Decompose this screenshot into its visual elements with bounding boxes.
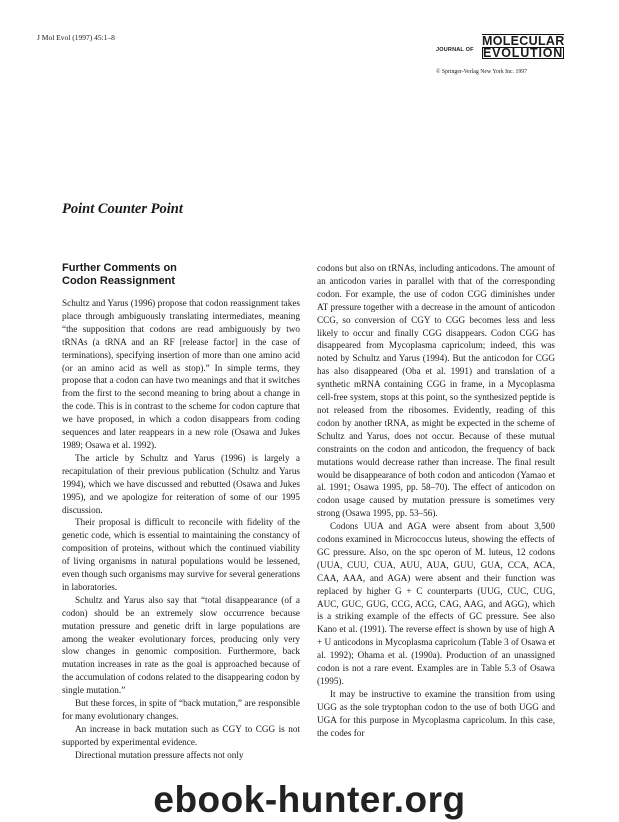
copyright-notice: © Springer-Verlag New York Inc. 1997: [436, 69, 528, 75]
logo-word-molecular: MOLECULAR: [482, 34, 565, 48]
paragraph: codons but also on tRNAs, including anticodons. The amount of an anticodon varies in parallel with that of the corresponding codon. For example, the use of codon CGG diminishes under AT pressure together with a decrease in the amount of anticodon CCG, so conversion of CGY to CGG becomes less and less likely to occur and finally CGG disappears. Codon CGG has disappeared from Mycoplasma capricolum; indeed, this was noted by Schultz and Yarus (1994). But the anticodon for CGG has also disappeared (Oba et al. 1991) and translation of a synthetic mRNA containing CGG in frame, in a Mycoplasma cell-free system, stops at this point, so the synthesized peptide is not released from the ribosomes. Evidently, reading of this codon by another tRNA, as might be expected in the scheme of Schultz and Yarus, does not occur. Because of these mutual constraints on the codon and anticodon, the frequency of back mutations would decrease rather than increase. The final result would be disappearance of both codon and anticodon (Yamao et al. 1991; Osawa 1995, pp. 58–70). The effect of anticodon on codon usage caused by mutation pressure is sometimes very strong (Osawa 1995, pp. 53–56).: [317, 263, 555, 519]
right-column: [317, 262, 555, 740]
section-title: Point Counter Point: [62, 201, 183, 217]
watermark: ebook-hunter.org: [153, 779, 466, 820]
paragraph: Schultz and Yarus also say that “total disappearance (of a codon) should be an extremely slow occurrence because mutation pressure and genetic drift in large populations are among the weaker evolutionary forces, producing only very slow changes in genomic composition. Furthermore, back mutation increases in rate as the goal is approached because of the accumulation of codons related to the disappearing codon by single mutation.”: [62, 594, 300, 696]
paragraph: Codons UUA and AGA were absent from about 3,500 codons examined in Micrococcus luteus, showing the effects of GC pressure. Also, on the spc operon of M. luteus, 12 codons (UUA, CUU, CUA, AUU, AUA, GUU, GUA, CCA, ACA, CAA, AAA, and AGA) were absent and their function was replaced by higher G + C counterparts (UUG, CUC, CUG, AUC, GUC, GUG, CCG, ACG, CAG, AAG, and AGG), which is a striking example of the effects of GC pressure. See also Kano et al. (1991). The reverse effect is shown by use of high A + U anticodons in Mycoplasma capricolum (Table 3 of Osawa et al. 1992); Ohama et al. (1990a). Production of an unassigned codon is not a rare event. Examples are in Table 5.3 of Osawa (1995).: [317, 521, 555, 686]
logo-word-evolution: EVOLUTION: [483, 46, 564, 60]
journal-logo: [436, 34, 584, 60]
paragraph: An increase in back mutation such as CGY to CGG is not supported by experimental evidence.: [62, 723, 300, 747]
article-title-line-2: Codon Reassignment: [62, 274, 176, 287]
paragraph: Directional mutation pressure affects not only: [75, 749, 244, 760]
paragraph: Schultz and Yarus (1996) propose that codon reassignment takes place through ambiguously translating intermediates, meaning “the supposition that codons are read ambiguously by two tRNAs (a tRNA and an RF [release factor] in the case of terminations), specifying insertion of more than one amino acid (or an amino acid as well as stop).” In simple terms, they propose that a codon can have two meanings and that it switches from the first to the second meaning to bring about a change in the code. This is in contrast to the scheme for codon capture that we have proposed, in which a codon disappears from coding sequences and later reappears in a new role (Osawa and Jukes 1989; Osawa et al. 1992).: [62, 298, 300, 450]
paragraph: But these forces, in spite of “back mutation,” are responsible for many evolutionary changes.: [62, 698, 300, 721]
paragraph: The article by Schultz and Yarus (1996) is largely a recapitulation of their previous publication (Schultz and Yarus 1994), which we have discussed and rebutted (Osawa and Jukes 1995), and we apologize for reiteration of some of our 1995 discussion.: [62, 452, 300, 515]
logo-journal-of: JOURNAL OF: [436, 47, 474, 53]
paragraph: It may be instructive to examine the transition from using UGG as the sole tryptophan codon to the use of both UGG and UGA for this purpose in Mycoplasma capricolum. In this case, the codes for: [317, 688, 555, 738]
article-title: [62, 262, 302, 287]
left-column: [62, 297, 300, 762]
article-title-line-1: Further Comments on: [62, 262, 177, 274]
journal-citation: J Mol Evol (1997) 45:1–8: [37, 33, 115, 42]
paragraph: Their proposal is difficult to reconcile with fidelity of the genetic code, which is essential to maintaining the constancy of composition of proteins, without which the continued viability of living organisms in natural populations would be lessened, even though such organisms may survive for several generations in laboratories.: [62, 517, 300, 592]
